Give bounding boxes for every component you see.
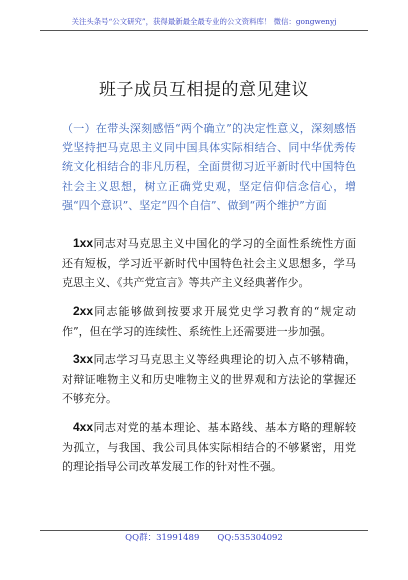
footer-divider xyxy=(40,530,368,531)
paragraph-3 xyxy=(62,350,356,409)
paragraph-number: 1xx xyxy=(73,236,94,250)
paragraph-text: 同志对党的基本理论、基本路线、基本方略的理解较为孤立，与我国、我公司具体实际相结合的不够紧密，用党的理论指导公司改革发展工作的针对性不强。 xyxy=(62,421,356,473)
document-title: 班子成员互相提的意见建议 xyxy=(99,80,309,100)
paragraph-1 xyxy=(62,234,356,293)
paragraph-text: 同志学习马克思主义等经典理论的切入点不够精确，对辩证唯物主义和历史唯物主义的世界观和方法论的掌握还不够充分。 xyxy=(62,353,356,405)
header-notice: 关注头条号“公文研究”，获得最新最全最专业的公文资料库！ 微信：gongwenyj xyxy=(71,17,337,26)
header-divider xyxy=(40,30,368,31)
section-heading: （一）在带头深刻感悟“两个确立”的决定性意义，深刻感悟党坚持把马克思主义同中国具体实际相结合、同中华优秀传统文化相结合的非凡历程，全面贯彻习近平新时代中国特色社会主义思想，树立正确党史观，坚定信仰信念信心，增强“四个意识”、坚定“四个自信”、做到“两个维护”方面 xyxy=(62,122,356,212)
footer-qq-group: QQ群：31991489 xyxy=(125,533,200,543)
paragraph-number: 3xx xyxy=(73,352,94,366)
footer-contacts xyxy=(40,532,368,544)
paragraph-4 xyxy=(62,418,356,477)
paragraph-number: 2xx xyxy=(73,304,94,318)
paragraph-text: 同志能够做到按要求开展党史学习教育的“规定动作”，但在学习的连续性、系统性上还需要进一步加强。 xyxy=(62,305,356,338)
paragraph-number: 4xx xyxy=(73,420,94,434)
footer-qq: QQ:535304092 xyxy=(217,533,283,543)
paragraph-text: 同志对马克思主义中国化的学习的全面性系统性方面还有短板，学习近平新时代中国特色社会主义思想多，学马克思主义、《共产党宣言》等共产主义经典著作少。 xyxy=(62,237,356,289)
paragraph-2 xyxy=(62,302,356,341)
